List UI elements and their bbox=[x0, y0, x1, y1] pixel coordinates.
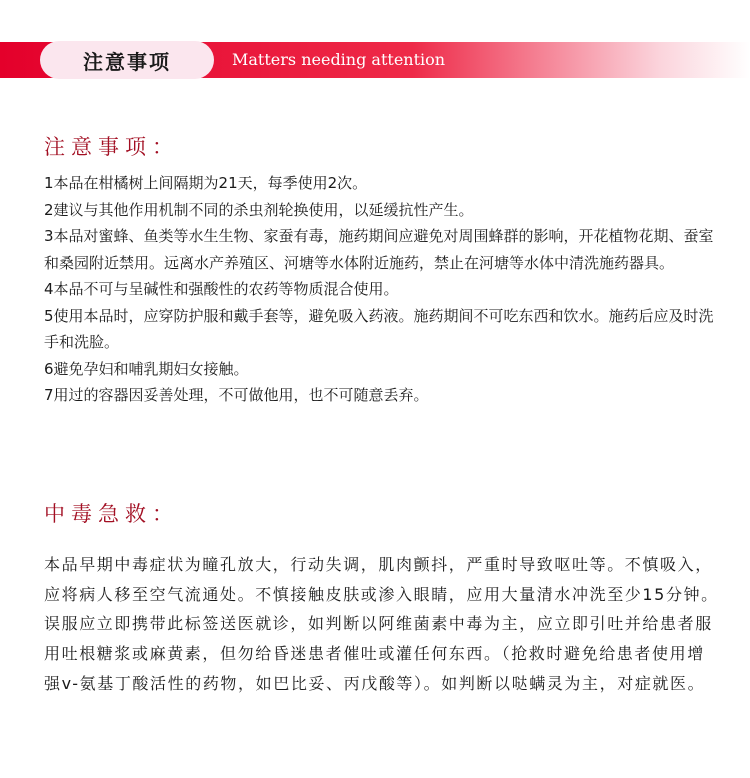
note-item-7: 7用过的容器因妥善处理，不可做他用，也不可随意丢弃。 bbox=[44, 386, 429, 404]
header-title-en: Matters needing attention bbox=[232, 50, 446, 69]
first-aid-section-title: 中毒急救： bbox=[44, 502, 179, 526]
first-aid-paragraph: 本品早期中毒症状为瞳孔放大，行动失调，肌肉颤抖，严重时导致呕吐等。不慎吸入，应将病人移至空气流通处。不慎接触皮肤或渗入眼睛，应用大量清水冲洗至少15分钟。误服应立即携带此标签送医就诊，如判断以阿维菌素中毒为主，应立即引吐并给患者服用吐根糖浆或麻黄素，但勿给昏迷患者催吐或灌任何东西。（抢救时避免给患者使用增强v-氨基丁酸活性的药物，如巴比妥、丙戊酸等）。如判断以哒螨灵为主，对症就医。 bbox=[44, 555, 719, 693]
notes-list bbox=[44, 170, 724, 409]
note-item-2: 2建议与其他作用机制不同的杀虫剂轮换使用，以延缓抗性产生。 bbox=[44, 200, 474, 219]
note-item-6: 6避免孕妇和哺乳期妇女接触。 bbox=[44, 359, 249, 378]
note-item-4: 4本品不可与呈碱性和强酸性的农药等物质混合使用。 bbox=[44, 280, 399, 298]
notes-section-title: 注意事项： bbox=[44, 135, 179, 159]
note-item-5: 5使用本品时，应穿防护服和戴手套等，避免吸入药液。施药期间不可吃东西和饮水。施药后应及时洗手和洗脸。 bbox=[44, 306, 714, 351]
header-title-badge bbox=[40, 41, 214, 79]
note-item-1: 1本品在柑橘树上间隔期为21天，每季使用2次。 bbox=[44, 174, 368, 192]
header-title-cn: 注意事项 bbox=[83, 49, 171, 74]
note-item-3: 3本品对蜜蜂、鱼类等水生生物、家蚕有毒，施药期间应避免对周围蜂群的影响，开花植物花期、蚕室和桑园附近禁用。远离水产养殖区、河塘等水体附近施药，禁止在河塘等水体中清洗施药器具。 bbox=[44, 227, 714, 272]
